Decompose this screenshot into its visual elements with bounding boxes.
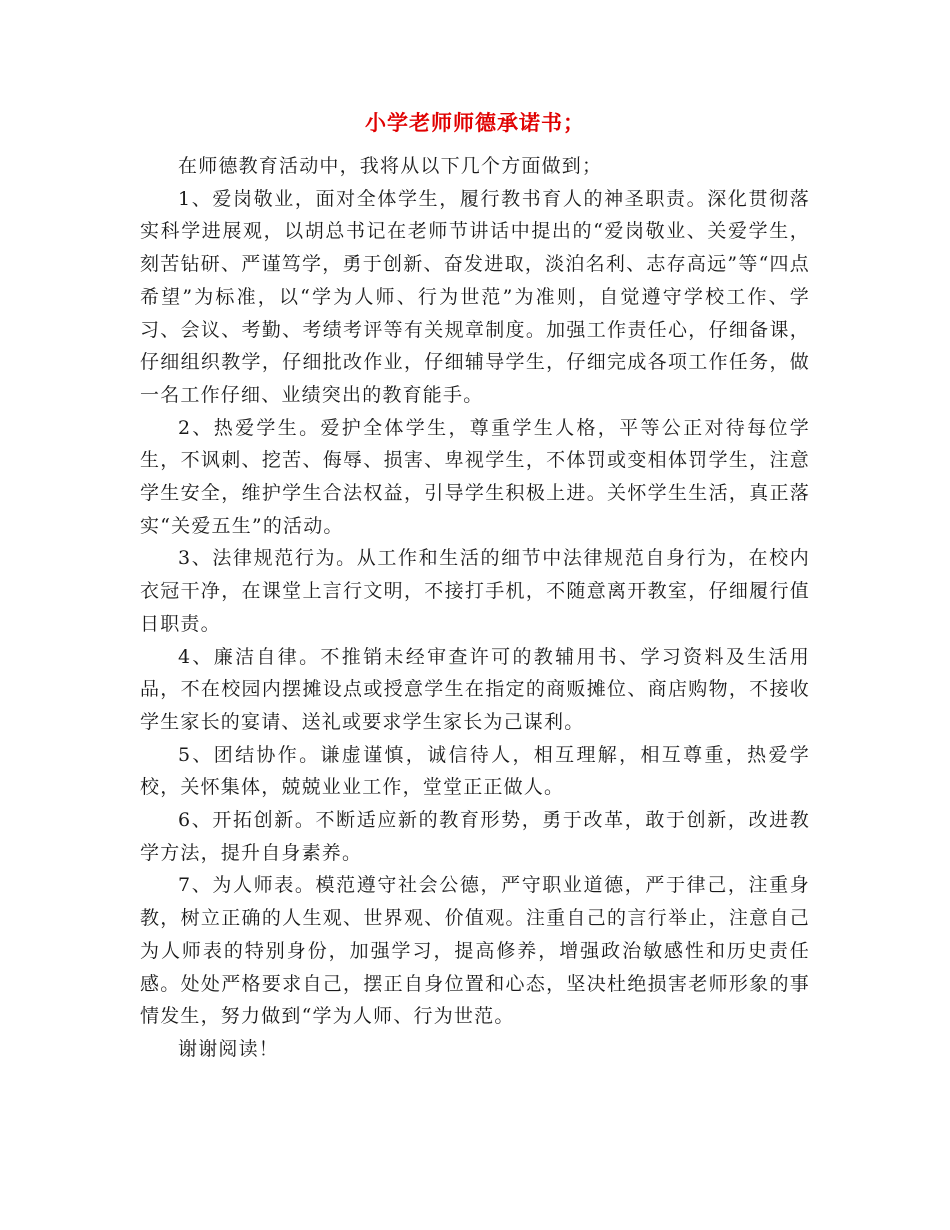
page-title: 小学老师师德承诺书； [365, 110, 585, 135]
item-paragraph-3: 3、法律规范行为。从工作和生活的细节中法律规范自身行为，在校内衣冠干净，在课堂上言行文明，不接打手机，不随意离开教室，仔细履行值日职责。 [140, 547, 810, 635]
item-paragraph-2: 2、热爱学生。爱护全体学生，尊重学生人格，平等公正对待每位学生，不讽刺、挖苦、侮辱、损害、卑视学生，不体罚或变相体罚学生，注意学生安全，维护学生合法权益，引导学生积极上进。关怀学生生活，真正落实“关爱五生”的活动。 [140, 416, 810, 537]
document-body [140, 150, 810, 1066]
item-paragraph-5: 5、团结协作。谦虚谨慎，诚信待人，相互理解，相互尊重，热爱学校，关怀集体，兢兢业业工作，堂堂正正做人。 [140, 743, 810, 799]
intro-paragraph: 在师德教育活动中，我将从以下几个方面做到； [178, 155, 603, 177]
closing-line: 谢谢阅读！ [178, 1037, 280, 1060]
item-paragraph-7: 7、为人师表。模范遵守社会公德，严守职业道德，严于律己，注重身教，树立正确的人生观、世界观、价值观。注重自己的言行举止，注意自己为人师表的特别身份，加强学习，提高修养，增强政治敏感性和历史责任感。处处严格要求自己，摆正自身位置和心态，坚决杜绝损害老师形象的事情发生，努力做到“学为人师、行为世范。 [140, 874, 810, 1028]
item-paragraph-4: 4、廉洁自律。不推销未经审查许可的教辅用书、学习资料及生活用品，不在校园内摆摊设点或授意学生在指定的商贩摊位、商店购物，不接收学生家长的宴请、送礼或要求学生家长为己谋利。 [140, 645, 810, 733]
item-paragraph-6: 6、开拓创新。不断适应新的教育形势，勇于改革，敢于创新，改进教学方法，提升自身素养。 [140, 809, 810, 864]
item-paragraph-1: 1、爱岗敬业，面对全体学生，履行教书育人的神圣职责。深化贯彻落实科学进展观，以胡总书记在老师节讲话中提出的“爱岗敬业、关爱学生，刻苦钻研、严谨笃学，勇于创新、奋发进取，淡泊名利、志存高远”等“四点希望”为标准，以“学为人师、行为世范”为准则，自觉遵守学校工作、学习、会议、考勤、考绩考评等有关规章制度。加强工作责任心，仔细备课，仔细组织教学，仔细批改作业，仔细辅导学生，仔细完成各项工作任务，做一名工作仔细、业绩突出的教育能手。 [140, 187, 810, 406]
